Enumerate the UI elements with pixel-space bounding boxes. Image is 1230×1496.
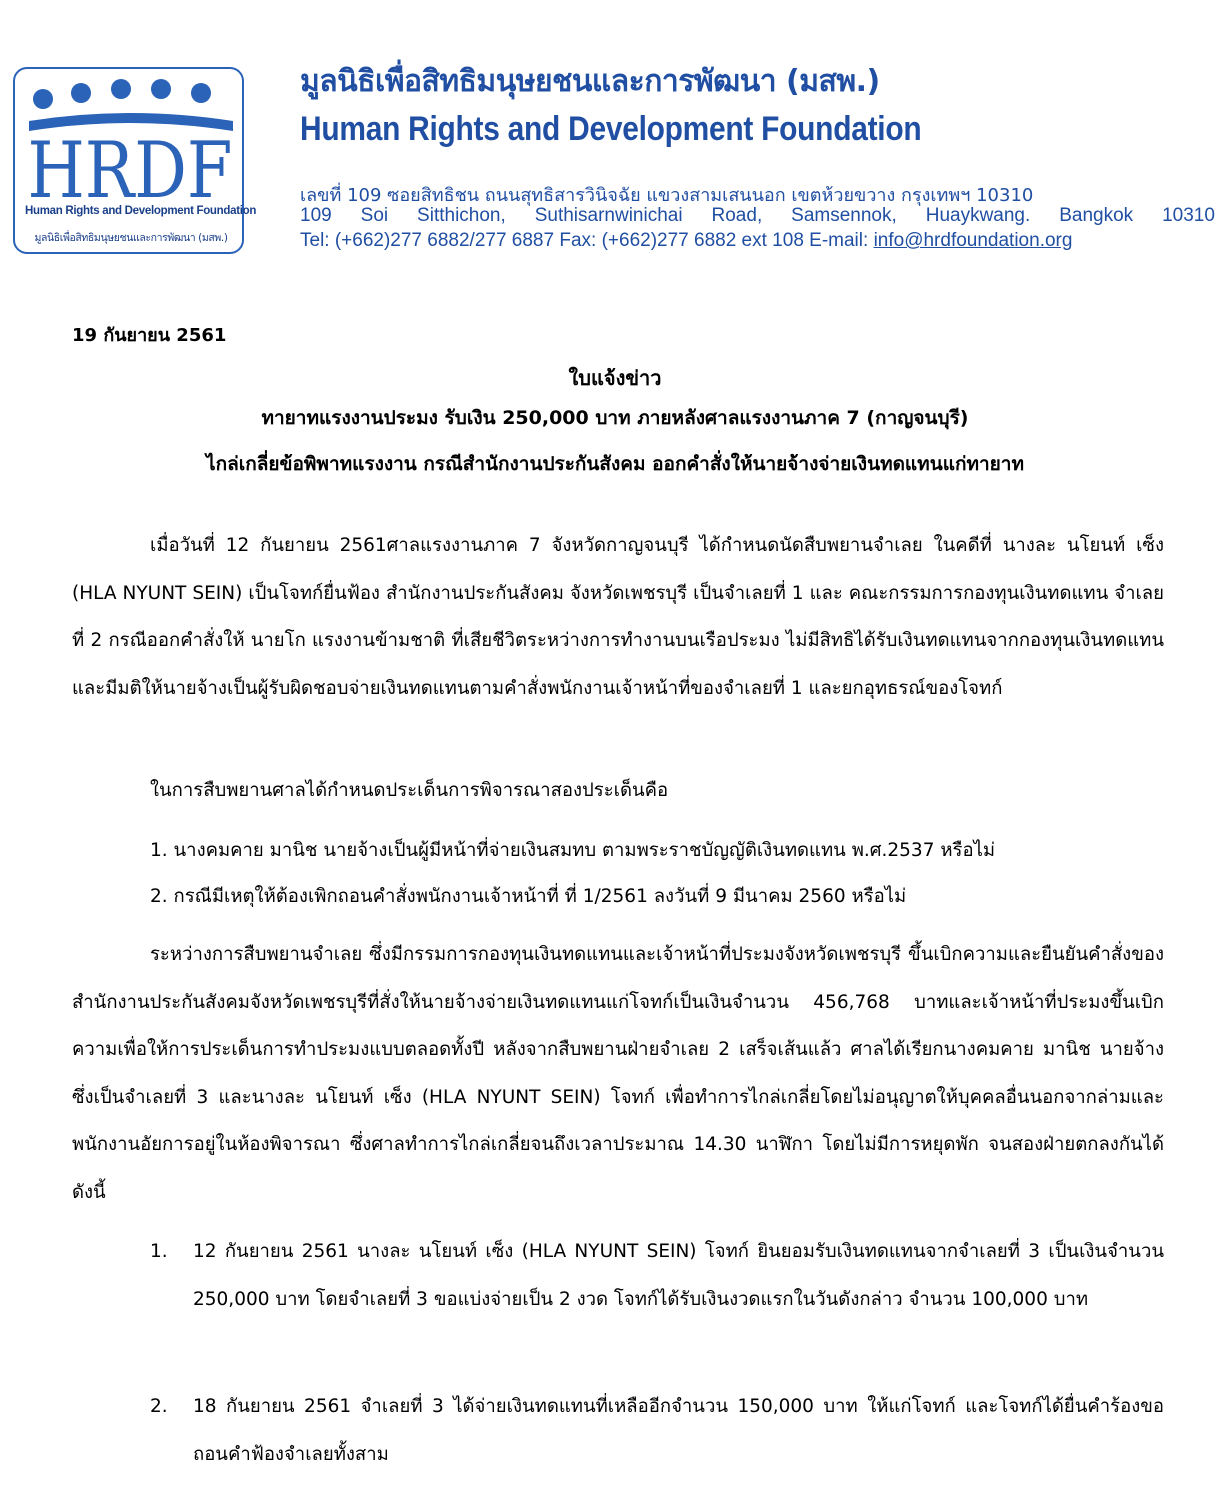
logo-caption-th: มูลนิธิเพื่อสิทธิมนุษยชนและการพัฒนา (มสพ.): [34, 232, 228, 244]
agreement-number: 2.: [150, 1396, 168, 1417]
agreement-number: 1.: [150, 1241, 168, 1262]
document-date: 19 กันยายน 2561: [72, 325, 227, 346]
agreement-item-1: [150, 1228, 1164, 1323]
document-subtitle-2: ไกล่เกลี่ยข้อพิพาทแรงงาน กรณีสำนักงานประกันสังคม ออกคำสั่งให้นายจ้างจ่ายเงินทดแทนแก่ทายาท: [206, 453, 1024, 475]
address-en-word: Suthisarnwinichai: [534, 205, 683, 226]
paragraph-3: ระหว่างการสืบพยานจำเลย ซึ่งมีกรรมการกองทุนเงินทดแทนและเจ้าหน้าที่ประมงจังหวัดเพชรบุรี ขึ้นเบิกความและยืนยันคำสั่งของสำนักงานประกันสังคมจังหวัดเพชรบุรีที่สั่งให้นายจ้างจ่ายเงินทดแทนแก่โจทก์เป็นเงินจำนวน 456,768 บาทและเจ้าหน้าที่ประมงขึ้นเบิกความเพื่อให้การประเด็นการทำประมงแบบตลอดทั้งปี หลังจากสืบพยานฝ่ายจำเลย 2 เสร็จเส้นแล้ว ศาลได้เรียกนางคมคาย มานิช นายจ้าง ซึ่งเป็นจำเลยที่ 3 และนางละ นโยนท์ เซ็ง (HLA NYUNT SEIN) โจทก์ เพื่อทำการไกล่เกลี่ยโดยไม่อนุญาตให้บุคคลอื่นนอกจากล่ามและพนักงานอัยการอยู่ในห้องพิจารณา ซึ่งศาลทำการไกล่เกลี่ยจนถึงเวลาประมาณ 14.30 นาฬิกา โดยไม่มีการหยุดพัก จนสองฝ่ายตกลงกันได้ ดังนี้: [72, 944, 1164, 1203]
address-th: เลขที่ 109 ซอยสิทธิชน ถนนสุทธิสารวินิจฉัย แขวงสามเสนนอก เขตห้วยขวาง กรุงเทพฯ 10310: [300, 185, 1034, 206]
address-en-word: Huaykwang.: [925, 205, 1031, 226]
contact-text: Tel: (+662)277 6882/277 6887 Fax: (+662)277 6882 ext 108 E-mail:: [300, 230, 874, 251]
address-en-word: Bangkok: [1059, 205, 1134, 226]
issue-item-1: 1. นางคมคาย มานิช นายจ้างเป็นผู้มีหน้าที่จ่ายเงินสมทบ ตามพระราชบัญญัติเงินทดแทน พ.ศ.2537 หรือไม่: [150, 840, 996, 861]
hrdf-logo: [13, 67, 257, 254]
logo-letters: HRDF: [27, 126, 233, 216]
address-en-word: Samsennok,: [791, 205, 897, 226]
email-link[interactable]: info@hrdfoundation.org: [873, 230, 1073, 251]
paragraph-1: เมื่อวันที่ 12 กันยายน 2561ศาลแรงงานภาค 7 จังหวัดกาญจนบุรี ได้กำหนดนัดสืบพยานจำเลย ในคดีที่ นางละ นโยนท์ เซ็ง (HLA NYUNT SEIN) เป็นโจทก์ยื่นฟ้อง สำนักงานประกันสังคม จังหวัดเพชรบุรี เป็นจำเลยที่ 1 และ คณะกรรมการกองทุนเงินทดแทน จำเลยที่ 2 กรณีออกคำสั่งให้ นายโก แรงงานข้ามชาติ ที่เสียชีวิตระหว่างการทำงานบนเรือประมง ไม่มีสิทธิได้รับเงินทดแทนจากกองทุนเงินทดแทน และมีมติให้นายจ้างเป็นผู้รับผิดชอบจ่ายเงินทดแทนตามคำสั่งพนักงานเจ้าหน้าที่ของจำเลยที่ 1 และยกอุทธรณ์ของโจทก์: [72, 535, 1164, 699]
contact-line: [300, 230, 1072, 252]
org-name-en: Human Rights and Development Foundation: [300, 110, 922, 148]
paragraph-2: ในการสืบพยานศาลได้กำหนดประเด็นการพิจารณาสองประเด็นคือ: [150, 780, 669, 801]
issue-item-2: 2. กรณีมีเหตุให้ต้องเพิกถอนคำสั่งพนักงานเจ้าหน้าที่ ที่ 1/2561 ลงวันที่ 9 มีนาคม 2560 หรือไม่: [150, 886, 907, 907]
agreement-text: 12 กันยายน 2561 นางละ นโยนท์ เซ็ง (HLA NYUNT SEIN) โจทก์ ยินยอมรับเงินทดแทนจากจำเลยที่ 3 เป็นเงินจำนวน 250,000 บาท โดยจำเลยที่ 3 ขอแบ่งจ่ายเป็น 2 งวด โจทก์ได้รับเงินงวดแรกในวันดังกล่าว จำนวน 100,000 บาท: [193, 1241, 1164, 1310]
address-en: [300, 205, 1215, 227]
document-title: ใบแจ้งข่าว: [568, 366, 662, 390]
address-en-word: Road,: [711, 205, 763, 226]
address-en-word: Sitthichon,: [417, 205, 506, 226]
org-name-th: มูลนิธิเพื่อสิทธิมนุษยชนและการพัฒนา (มสพ.): [300, 64, 880, 99]
address-en-word: Soi: [360, 205, 389, 226]
address-en-word: 10310: [1162, 205, 1215, 226]
logo-caption-en: Human Rights and Development Foundation: [25, 205, 257, 217]
document-subtitle-1: ทายาทแรงงานประมง รับเงิน 250,000 บาท ภายหลังศาลแรงงานภาค 7 (กาญจนบุรี): [261, 407, 969, 429]
address-en-word: 109: [300, 205, 332, 226]
agreement-text: 18 กันยายน 2561 จำเลยที่ 3 ได้จ่ายเงินทดแทนที่เหลืออีกจำนวน 150,000 บาท ให้แก่โจทก์ และโจทก์ได้ยื่นคำร้องขอถอนคำฟ้องจำเลยทั้งสาม: [193, 1396, 1164, 1465]
hrdf-logo-graphic: [15, 69, 257, 256]
agreement-item-2: [150, 1383, 1164, 1478]
